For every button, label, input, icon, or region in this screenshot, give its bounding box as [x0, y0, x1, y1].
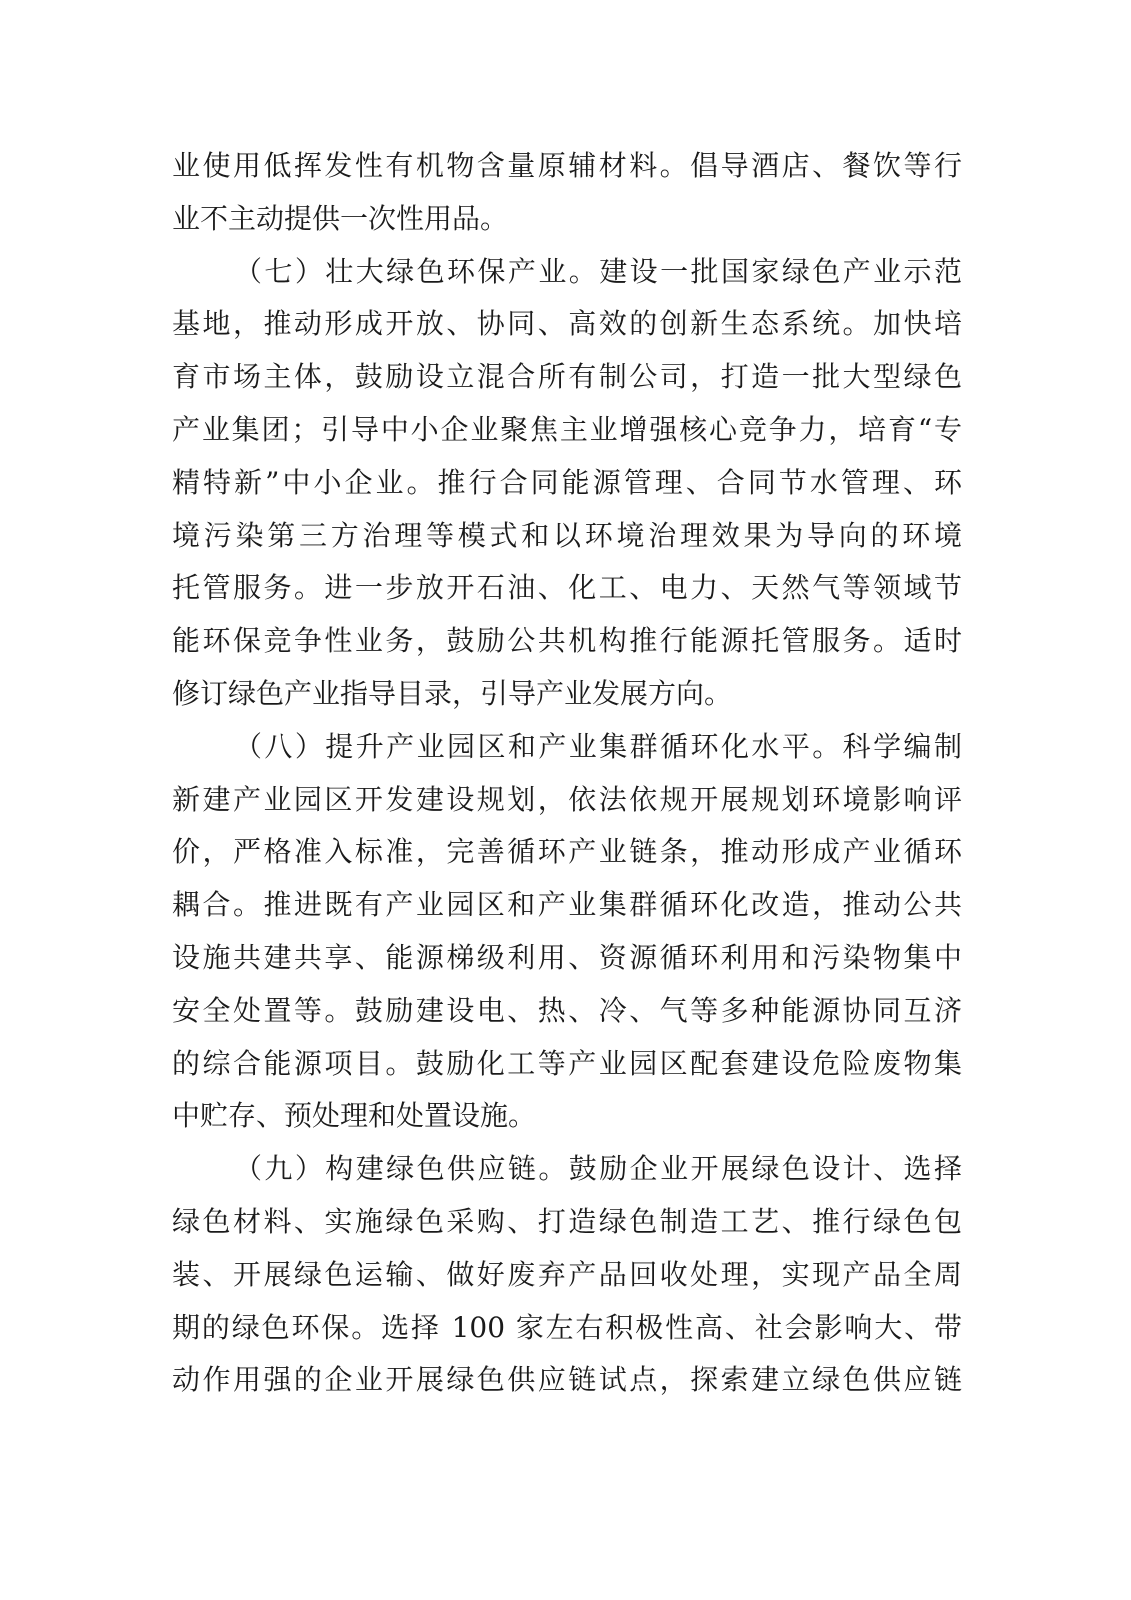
text-line: 中贮存、预处理和处置设施。	[172, 1099, 537, 1133]
text-line: 育市场主体，鼓励设立混合所有制公司，打造一批大型绿色	[172, 360, 962, 394]
text-line: 新建产业园区开发建设规划，依法依规开展规划环境影响评	[172, 782, 962, 816]
text-line: 业使用低挥发性有机物含量原辅材料。倡导酒店、餐饮等行	[172, 149, 962, 182]
text-line: 耦合。推进既有产业园区和产业集群循环化改造，推动公共	[172, 888, 962, 922]
text-line: 托管服务。进一步放开石油、化工、电力、天然气等领域节	[172, 571, 962, 605]
text-line: 价，严格准入标准，完善循环产业链条，推动形成产业循环	[172, 835, 962, 869]
text-line: 精特新”中小企业。推行合同能源管理、合同节水管理、环	[172, 465, 962, 499]
text-line: 基地，推动形成开放、协同、高效的创新生态系统。加快培	[172, 307, 962, 341]
text-line: 产业集团；引导中小企业聚焦主业增强核心竞争力，培育“专	[172, 412, 962, 446]
text-line: 的综合能源项目。鼓励化工等产业园区配套建设危险废物集	[172, 1046, 962, 1080]
text-line: 业不主动提供一次性用品。	[172, 201, 509, 235]
text-line: 修订绿色产业指导目录，引导产业发展方向。	[172, 676, 733, 710]
document-body	[172, 140, 962, 1407]
paragraph-heading-line: （八）提升产业园区和产业集群循环化水平。科学编制	[234, 729, 962, 763]
paragraph-heading-line: （七）壮大绿色环保产业。建设一批国家绿色产业示范	[234, 254, 962, 288]
text-line: 境污染第三方治理等模式和以环境治理效果为导向的环境	[172, 518, 962, 552]
text-line: 装、开展绿色运输、做好废弃产品回收处理，实现产品全周	[172, 1257, 962, 1291]
text-line: 安全处置等。鼓励建设电、热、冷、气等多种能源协同互济	[172, 993, 962, 1027]
text-line: 绿色材料、实施绿色采购、打造绿色制造工艺、推行绿色包	[172, 1204, 962, 1238]
paragraph-heading-line: （九）构建绿色供应链。鼓励企业开展绿色设计、选择	[234, 1152, 962, 1186]
text-line: 能环保竞争性业务，鼓励公共机构推行能源托管服务。适时	[172, 624, 962, 658]
text-line: 期的绿色环保。选择 100 家左右积极性高、社会影响大、带	[172, 1310, 962, 1344]
text-line: 动作用强的企业开展绿色供应链试点，探索建立绿色供应链	[172, 1363, 962, 1397]
text-line: 设施共建共享、能源梯级利用、资源循环利用和污染物集中	[172, 940, 962, 974]
text-lines	[172, 140, 962, 1407]
